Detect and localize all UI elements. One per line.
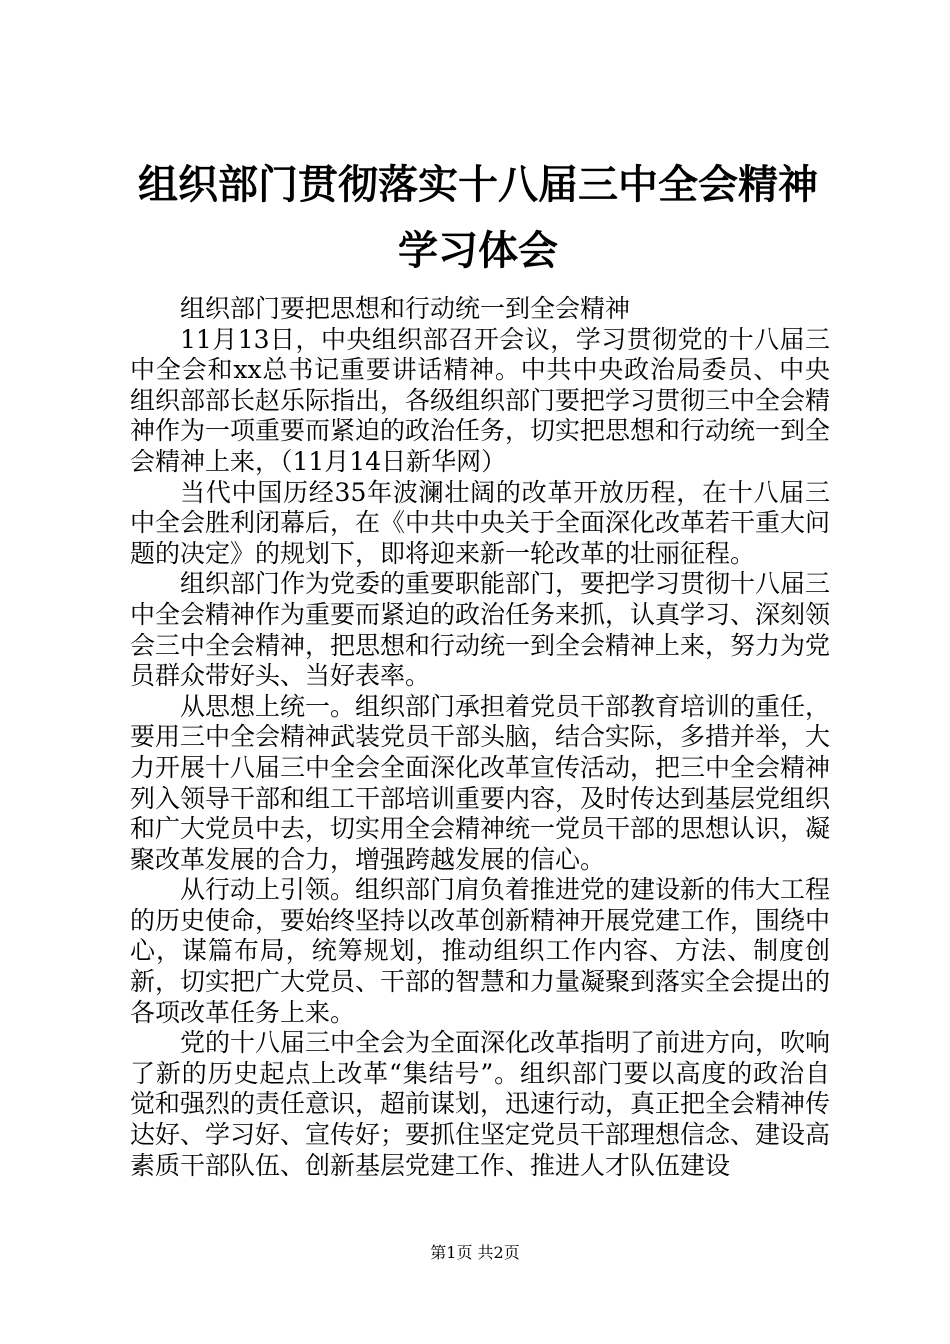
paragraph: 组织部门作为党委的重要职能部门，要把学习贯彻十八届三中全会精神作为重要而紧迫的政治任务来抓，认真学习、深刻领会三中全会精神，把思想和行动统一到全会精神上来，努力为党员群众带好头、当好表率。 [130, 569, 831, 691]
paragraph: 从行动上引领。组织部门肩负着推进党的建设新的伟大工程的历史使命，要始终坚持以改革创新精神开展党建工作，围绕中心，谋篇布局，统筹规划，推动组织工作内容、方法、制度创新，切实把广大党员、干部的智慧和力量凝聚到落实全会提出的各项改革任务上来。 [130, 875, 831, 1027]
document-body [130, 294, 830, 1181]
paragraph: 党的十八届三中全会为全面深化改革指明了前进方向，吹响了新的历史起点上改革“集结号”。组织部门要以高度的政治自觉和强烈的责任意识，超前谋划，迅速行动，真正把全会精神传达好、学习好、宣传好；要抓住坚定党员干部理想信念、建设高素质干部队伍、创新基层党建工作、推进人才队伍建设 [130, 1028, 831, 1180]
paragraph: 从思想上统一。组织部门承担着党员干部教育培训的重任，要用三中全会精神武装党员干部头脑，结合实际，多措并举，大力开展十八届三中全会全面深化改革宣传活动，把三中全会精神列入领导干部和组工干部培训重要内容，及时传达到基层党组织和广大党员中去，切实用全会精神统一党员干部的思想认识，凝聚改革发展的合力，增强跨越发展的信心。 [130, 691, 831, 874]
paragraph: 当代中国历经35年波澜壮阔的改革开放历程，在十八届三中全会胜利闭幕后，在《中共中央关于全面深化改革若干重大问题的决定》的规划下，即将迎来新一轮改革的壮丽征程。 [130, 477, 831, 568]
document-title: 组织部门贯彻落实十八届三中全会精神学习体会 [138, 161, 818, 274]
page-indicator: 第1页 共2页 [430, 1243, 520, 1262]
paragraph: 组织部门要把思想和行动统一到全会精神 [180, 294, 631, 323]
paragraph: 11月13日，中央组织部召开会议，学习贯彻党的十八届三中全会和xx总书记重要讲话精神。中共中央政治局委员、中央组织部部长赵乐际指出，各级组织部门要把学习贯彻三中全会精神作为一项重要而紧迫的政治任务，切实把思想和行动统一到全会精神上来，（11月14日新华网） [130, 324, 831, 476]
